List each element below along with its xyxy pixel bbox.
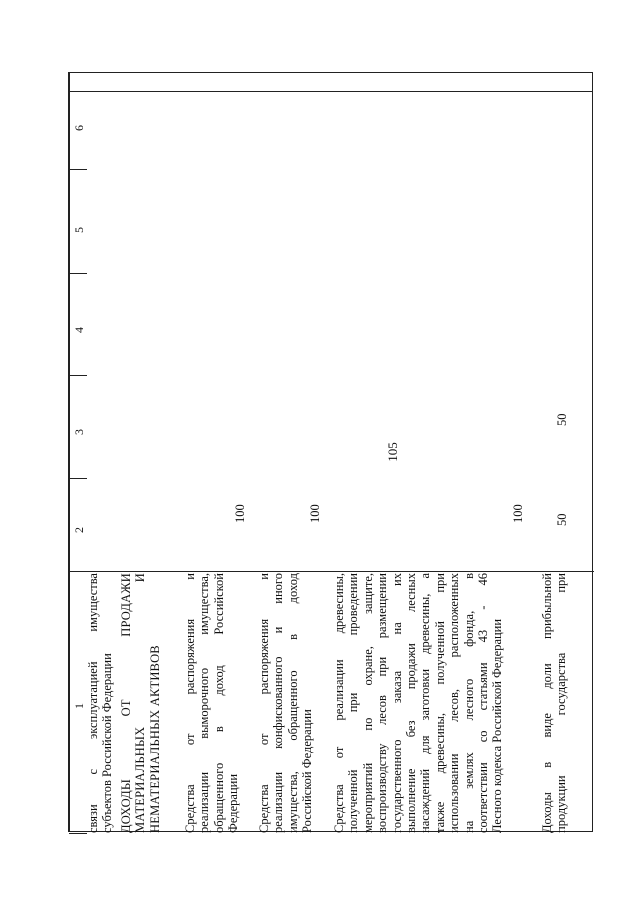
table-row: Средства от распоряжения и реализации выморочного имущества, обращенного в доход Российской Федерации bbox=[183, 573, 241, 833]
table-row: Средства от распоряжения и реализации конфискованного и иного имущества, обращенного в доход Российской Федерации bbox=[257, 573, 315, 833]
row-value-col-2: 100 bbox=[233, 504, 247, 523]
table-row: Доходы в виде доли прибыльной продукции государства при bbox=[540, 573, 569, 833]
header-col-4: 4 bbox=[72, 327, 86, 333]
row-value-col-3: 50 bbox=[555, 413, 569, 426]
col-divider-4-3 bbox=[69, 375, 87, 376]
header-col-6: 6 bbox=[72, 125, 86, 131]
col-divider-3-2 bbox=[69, 478, 87, 479]
table-row: связи с эксплуатацией имущества субъектов Российской Федерации bbox=[86, 573, 115, 833]
header-col-2: 2 bbox=[72, 527, 86, 533]
table-row: Средства от реализации древесины, полученной при проведении мероприятий по охране, защите, воспроизводству лесов при размещении государственного заказа на их выполнение без продажи лесных насаждений для заготовки древесины, а также древесины, полученной при использовании лесов, расположенных на землях лесного фонда, в соответствии со статьями 43 - 46 Лесного кодекса Российской Федерации bbox=[332, 573, 505, 833]
row-value-col-2: 100 bbox=[511, 504, 525, 523]
header-row-divider bbox=[69, 91, 592, 92]
row-value-col-2: 100 bbox=[308, 504, 322, 523]
page-number: 105 bbox=[385, 442, 400, 462]
header-col-5: 5 bbox=[72, 227, 86, 233]
col-divider-5-4 bbox=[69, 273, 87, 274]
header-col-3: 3 bbox=[72, 429, 86, 435]
row-value-col-2: 50 bbox=[555, 513, 569, 526]
col-divider-2-1 bbox=[69, 571, 594, 572]
header-col-1: 1 bbox=[72, 703, 86, 709]
col-divider-6-5 bbox=[69, 169, 87, 170]
table-row: ДОХОДЫ ОТ ПРОДАЖИ МАТЕРИАЛЬНЫХ И НЕМАТЕРИАЛЬНЫХ АКТИВОВ bbox=[119, 573, 162, 833]
